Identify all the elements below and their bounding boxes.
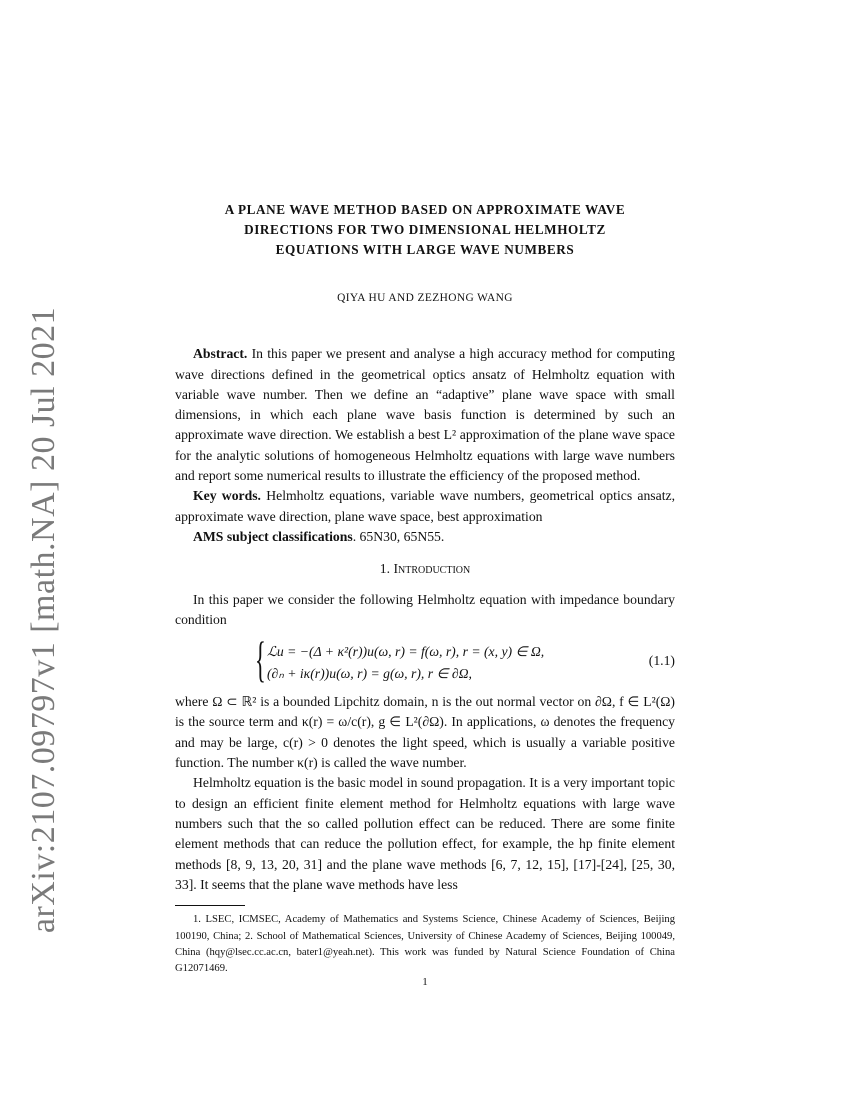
ams-label: AMS subject classifications	[193, 528, 353, 544]
abstract-text: In this paper we present and analyse a high accuracy method for computing wave directions defined in the geometrical optics ansatz of Helmholtz equation with variable wave number. Then we define an “adaptive” plane wave space with small dimensions, in which each plane wave basis function is determined by such an approximate wave direction. We establish a best L² approximation of the plane wave space for the analytic solutions of homogeneous Helmholtz equations with large wave numbers and report some numerical results to illustrate the efficiency of the proposed method.	[175, 346, 675, 484]
footnote-rule	[175, 905, 245, 906]
ams-classifications	[175, 527, 675, 547]
arxiv-sidebar-stamp: arXiv:2107.09797v1 [math.NA] 20 Jul 2021	[25, 306, 62, 934]
footnote: 1. LSEC, ICMSEC, Academy of Mathematics and Systems Science, Chinese Academy of Sciences, Beijing 100190, China; 2. School of Mathematical Sciences, University of Chinese Academy of Sciences, Beijing 100049, China (hqy@lsec.cc.ac.cn, bater1@yeah.net). This work was funded by Natural Science Foundation of China G12071469.	[175, 914, 675, 975]
ams-text: . 65N30, 65N55.	[352, 528, 445, 544]
abstract-label: Abstract.	[193, 346, 248, 362]
keywords-text: Helmholtz equations, variable wave numbers, geometrical optics ansatz, approximate wave direction, plane wave space, best approximation	[175, 488, 676, 524]
equation-brace: {	[255, 631, 266, 688]
keywords-label: Key words.	[193, 488, 261, 504]
intro-paragraph: where Ω ⊂ ℝ² is a bounded Lipchitz domain, n is the out normal vector on ∂Ω, f ∈ L²(Ω) is the source term and κ(r) = ω/c(r), g ∈ L²(∂Ω). In applications, ω denotes the frequency and may be large, c(r) > 0 denotes the light speed, which is usually a variable positive function. The number κ(r) is called the wave number.	[175, 694, 675, 771]
title-line: DIRECTIONS FOR TWO DIMENSIONAL HELMHOLTZ	[244, 222, 606, 237]
section-title: 1. Introduction	[379, 561, 471, 577]
title-line: EQUATIONS WITH LARGE WAVE NUMBERS	[275, 242, 575, 257]
abstract	[175, 344, 675, 486]
intro-paragraph: In this paper we consider the following Helmholtz equation with impedance boundary condition	[175, 591, 675, 627]
equation-number: (1.1)	[648, 653, 675, 669]
authors: QIYA HU AND ZEZHONG WANG	[337, 292, 513, 304]
page-number: 1	[422, 976, 428, 988]
equation-line: ℒu = −(Δ + κ²(r))u(ω, r) = f(ω, r), r = (x, y) ∈ Ω,	[267, 644, 545, 660]
paper-title	[175, 200, 675, 260]
title-line: A PLANE WAVE METHOD BASED ON APPROXIMATE WAVE	[224, 202, 626, 217]
equation-line: (∂ₙ + iκ(r))u(ω, r) = g(ω, r), r ∈ ∂Ω,	[267, 666, 472, 682]
intro-paragraph: Helmholtz equation is the basic model in sound propagation. It is a very important topic to design an efficient finite element method for Helmholtz equations with large wave numbers such that the so called pollution effect can be reduced. There are some finite element methods that can reduce the pollution effect, for example, the hp finite element methods [8, 9, 13, 20, 31] and the plane wave methods [6, 7, 12, 15], [17]-[24], [25, 30, 33]. It seems that the plane wave methods have less	[175, 775, 675, 892]
equation-1-1	[175, 631, 675, 688]
paper-page	[175, 200, 675, 978]
keywords	[175, 486, 675, 527]
